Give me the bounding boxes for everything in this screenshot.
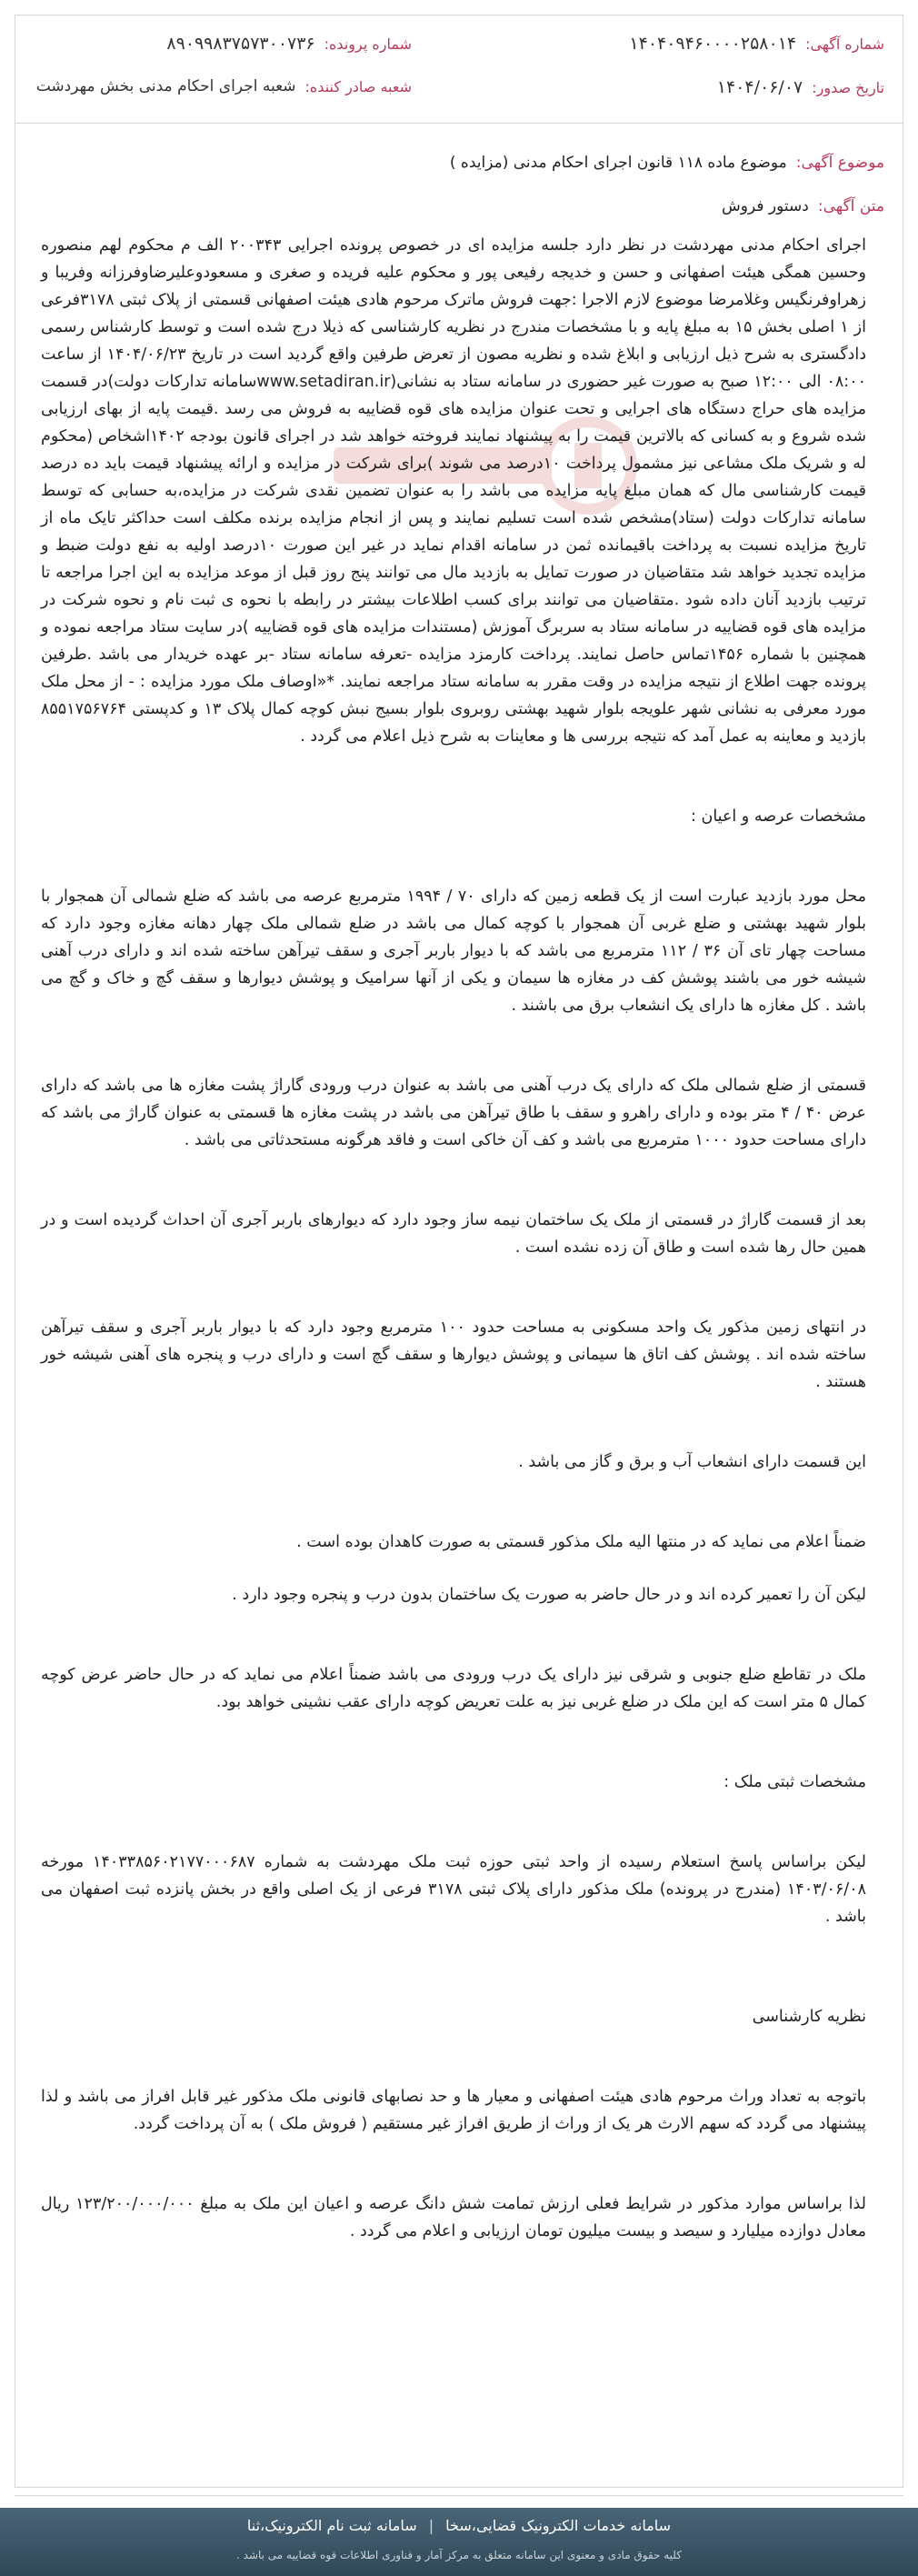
ad-subject-row bbox=[450, 154, 884, 172]
body-paragraph-entrance: ملک در تقاطع ضلع جنوبی و شرقی نیز دارای یک درب ورودی می باشد ضمناً اعلام می نماید که در حال حاضر عرض کوچه کمال ۵ متر است که این ملک در ضلع غربی نیز به علت تعریض کوچه دارای عقب نشینی خواهد بود. bbox=[41, 1666, 866, 1711]
ad-text-label-row bbox=[722, 197, 884, 216]
body-paragraph-residence: در انتهای زمین مذکور یک واحد مسکونی به مساحت حدود ۱۰۰ مترمربع وجود دارد که با دیوار باربر آجری و سقف تیرآهن ساخته شده اند . پوشش کف اتاق ها سیمانی و پوشش دیوارها و سقف گچ است و دارای درب و پنجره های آهنی شیشه خور هستند . bbox=[41, 1318, 866, 1391]
body-paragraph-site: محل مورد بازدید عبارت است از یک قطعه زمین که دارای ۷۰ / ۱۹۹۴ مترمربع عرصه می باشد که ضلع شمالی آن همجوار با بلوار شهید بهشتی و ضلع غربی آن همجوار با کوچه کمال می باشد در ضلع شمالی ملک چهار دهانه مغازه وجود دارد که مساحت چهار تای آن ۳۶ / ۱۱۲ مترمربع می باشد که با دیوار باربر آجری و سقف تیرآهن ساخته شده اند و دارای درب آهنی شیشه خور می باشند پوشش کف در مغازه ها سیمان و یکی از آنها سرامیک و پوشش دیوارها و سقف گچ و خاک و گچ می باشد . کل مغازه ها دارای یک انشعاب برق می باشند . bbox=[41, 887, 866, 1015]
section-title-sabti: مشخصات ثبتی ملک : bbox=[723, 1773, 866, 1791]
footer-copyright: کلیه حقوق مادی و معنوی این سامانه متعلق به مرکز آمار و فناوری اطلاعات قوه قضاییه می باشد . bbox=[236, 2549, 682, 2561]
issuing-branch-row bbox=[36, 77, 412, 95]
body-paragraph-partition: باتوجه به تعداد وراث مرحوم هادی هیئت اصفهانی و معیار ها و حد نصابهای قانونی ملک مذکور غیر قابل افراز می باشد و لذا پیشنهاد می گردد که سهم الارث هر یک از وراث از طریق افراز غیر مستقیم ( فروش ملک ) به آن پرداخت گردد. bbox=[41, 2088, 866, 2133]
body-paragraph-registration: لیکن براساس پاسخ استعلام رسیده از واحد ثبتی حوزه ثبت ملک مهردشت به شماره ۱۴۰۳۳۸۵۶۰۲۱۷۷۰۰۰۶۸۷ مورخه ۱۴۰۳/۰۶/۰۸ (مندرج در پرونده) ملک مذکور دارای پلاک ثبتی ۳۱۷۸ فرعی از یک اصلی واقع در بخش پانزده ثبت اصفهان می باشد . bbox=[41, 1853, 867, 1926]
body-paragraph-valuation: لذا براساس موارد مذکور در شرایط فعلی ارزش تمامت شش دانگ عرصه و اعیان این ملک به مبلغ ۱۲۳/۲۰۰/۰۰۰/۰۰۰ ریال معادل دوازده میلیارد و سیصد و بیست میلیون تومان ارزیابی و اعلام می گردد . bbox=[41, 2195, 866, 2240]
ad-document bbox=[15, 15, 903, 2488]
body-paragraph-garage: قسمتی از ضلع شمالی ملک که دارای یک درب آهنی می باشد به عنوان درب ورودی گاراژ پشت مغازه ها می باشد که دارای عرض ۴۰ / ۴ متر بوده و دارای راهرو و سقف با طاق تیرآهن می باشد در پشت مغازه ها قسمتی به عنوان گاراژ می باشد که دارای مساحت حدود ۱۰۰۰ مترمربع می باشد و کف آن خاکی است و فاقد هرگونه مستحدثاتی می باشد . bbox=[41, 1077, 867, 1149]
footer-link-sana[interactable]: سامانه ثبت نام الکترونیک،ثنا bbox=[246, 2517, 417, 2534]
case-number-value: ۸۹۰۹۹۸۳۷۵۷۳۰۰۷۳۶ bbox=[166, 34, 315, 54]
footer-divider bbox=[15, 2495, 903, 2496]
ad-text-title: دستور فروش bbox=[722, 197, 809, 216]
section-title-arseh: مشخصات عرصه و اعیان : bbox=[691, 807, 866, 826]
ad-subject-label: موضوع آگهی: bbox=[795, 154, 884, 172]
ad-number-label: شماره آگهی: bbox=[805, 35, 884, 53]
case-number-label: شماره پرونده: bbox=[324, 35, 412, 53]
issue-date-row bbox=[717, 77, 884, 97]
ad-text-label: متن آگهی: bbox=[817, 197, 884, 216]
ad-body bbox=[41, 232, 866, 2245]
body-paragraph-intro: اجرای احکام مدنی مهردشت در نظر دارد جلسه مزایده ای در خصوص پرونده اجرایی ۲۰۰۳۴۳ الف م محکوم لهم منصوره وحسین همگی هیئت اصفهانی و حسن و خدیجه رفیعی پور و محکوم علیه فریده و صغری و مسعودوعلیرضاوفرزانه وفریبا و زهراوفرنگیس وغلامرضا موضوع لازم الاجرا :جهت فروش ماترک مرحوم هادی هیئت اصفهانی قسمتی از پلاک ثبتی ۳۱۷۸فرعی از ۱ اصلی بخش ۱۵ به مبلغ پایه و با مشخصات مندرج در نظریه کارشناسی که ذیلا درج شده است و توسط کارشناس رسمی دادگستری به شرح ذیل ارزیابی و ابلاغ شده و نظریه مصون از تعرض طرفین واقع گردید است در تاریخ ۱۴۰۴/۰۶/۲۳ از ساعت ۰۸:۰۰ الی ۱۲:۰۰ صبح به صورت غیر حضوری در سامانه ستاد به نشانی(www.setadiran.irسامانه تدارکات دولت)در قسمت مزایده های حراج دستگاه های اجرایی و تحت عنوان مزایده های قوه قضاییه به فروش می رسد .قیمت پایه از بهای ارزیابی شده شروع و به کسانی که بالاترین قیمت را به پیشنهاد نمایند فروخته خواهد شد در اجرای قانون بودجه ۱۴۰۲اشخاص (محکوم له و شریک ملک مشاعی نیز مشمول پرداخت ۱۰درصد می شوند )برای شرکت در مزایده و ارائه پیشنهاد قیمت باید ده درصد قیمت کارشناسی مال که همان مبلغ پایه مزایده می باشد را به عنوان تضمین نقدی شرکت در مزایده،به حسابی که توسط سامانه تدارکات دولت (ستاد)مشخص شده است تسلیم نمایند و پس از انجام مزایده برنده مکلف است حداکثر تایک ماه از تاریخ مزایده نسبت به پرداخت باقیمانده ثمن در سامانه اقدام نماید در غیر این صورت ۱۰درصد اولیه به نفع دولت ضبط و مزایده تجدید خواهد شد متقاضیان در صورت تمایل به بازدید مال می توانند پنج روز قبل از موعد مزایده به این اجرا مراجعه تا ترتیب بازدید آنان داده شود .متقاضیان می توانند برای کسب اطلاعات بیشتر در رابطه با نحوه ی ثبت نام و نحوه شرکت در مزایده های قوه قضاییه در سامانه ستاد به سربرگ آموزش (مستندات مزایده های قوه قضاییه )در سایت ستاد مراجعه نموده و همچنین با شماره ۱۴۵۶تماس حاصل نمایند. پرداخت کارمزد مزایده -تعرفه سامانه ستاد -بر عهده خریدار می باشد .طرفین پرونده جهت اطلاع از نتیجه مزایده در وقت مقرر به سامانه ستاد مراجعه نمایند. *«اوصاف ملک مورد مزایده : - از محل ملک مورد معرفی به نشانی شهر علویجه بلوار شهید بهشتی روبروی بلوار بسیج نبش کوچه کمال پلاک ۱۳ و کدپستی ۸۵۵۱۷۵۶۷۶۴ بازدید و معاینه به عمل آمد که نتیجه بررسی ها و معاینات به شرح ذیل اعلام می گردد . bbox=[41, 236, 866, 746]
issue-date-label: تاریخ صدور: bbox=[812, 78, 884, 96]
issuing-branch-value: شعبه اجرای احکام مدنی بخش مهردشت bbox=[35, 77, 296, 95]
footer-link-sakha[interactable]: سامانه خدمات الکترونیک قضایی،سخا bbox=[445, 2517, 672, 2534]
ad-header bbox=[15, 15, 903, 124]
footer-separator: | bbox=[428, 2517, 434, 2534]
footer-links bbox=[0, 2517, 918, 2534]
body-paragraph-barn: ضمناً اعلام می نماید که در منتها الیه ملک مذکور قسمتی به صورت کاهدان بوده است . bbox=[296, 1533, 866, 1551]
site-footer bbox=[0, 2508, 918, 2576]
ad-number-row bbox=[629, 34, 884, 54]
case-number-row bbox=[166, 34, 412, 54]
ad-subject-value: موضوع ماده ۱۱۸ قانون اجرای احکام مدنی (مزایده ) bbox=[449, 154, 787, 172]
issuing-branch-label: شعبه صادر کننده: bbox=[304, 77, 412, 95]
body-paragraph-building: بعد از قسمت گاراژ در قسمتی از ملک یک ساختمان نیمه ساز وجود دارد که دیوارهای باربر آجری آن احداث گردیده است و در همین حال رها شده است و طاق آن زده نشده است . bbox=[41, 1211, 866, 1257]
body-paragraph-repair: لیکن آن را تعمیر کرده اند و در حال حاضر به صورت یک ساختمان بدون درب و پنجره وجود دارد . bbox=[232, 1586, 866, 1604]
body-paragraph-utilities: این قسمت دارای انشعاب آب و برق و گاز می باشد . bbox=[518, 1453, 866, 1471]
issue-date-value: ۱۴۰۴/۰۶/۰۷ bbox=[716, 77, 803, 97]
ad-number-value: ۱۴۰۴۰۹۴۶۰۰۰۰۲۵۸۰۱۴ bbox=[629, 34, 797, 54]
section-title-expert-opinion: نظریه کارشناسی bbox=[752, 2008, 866, 2026]
